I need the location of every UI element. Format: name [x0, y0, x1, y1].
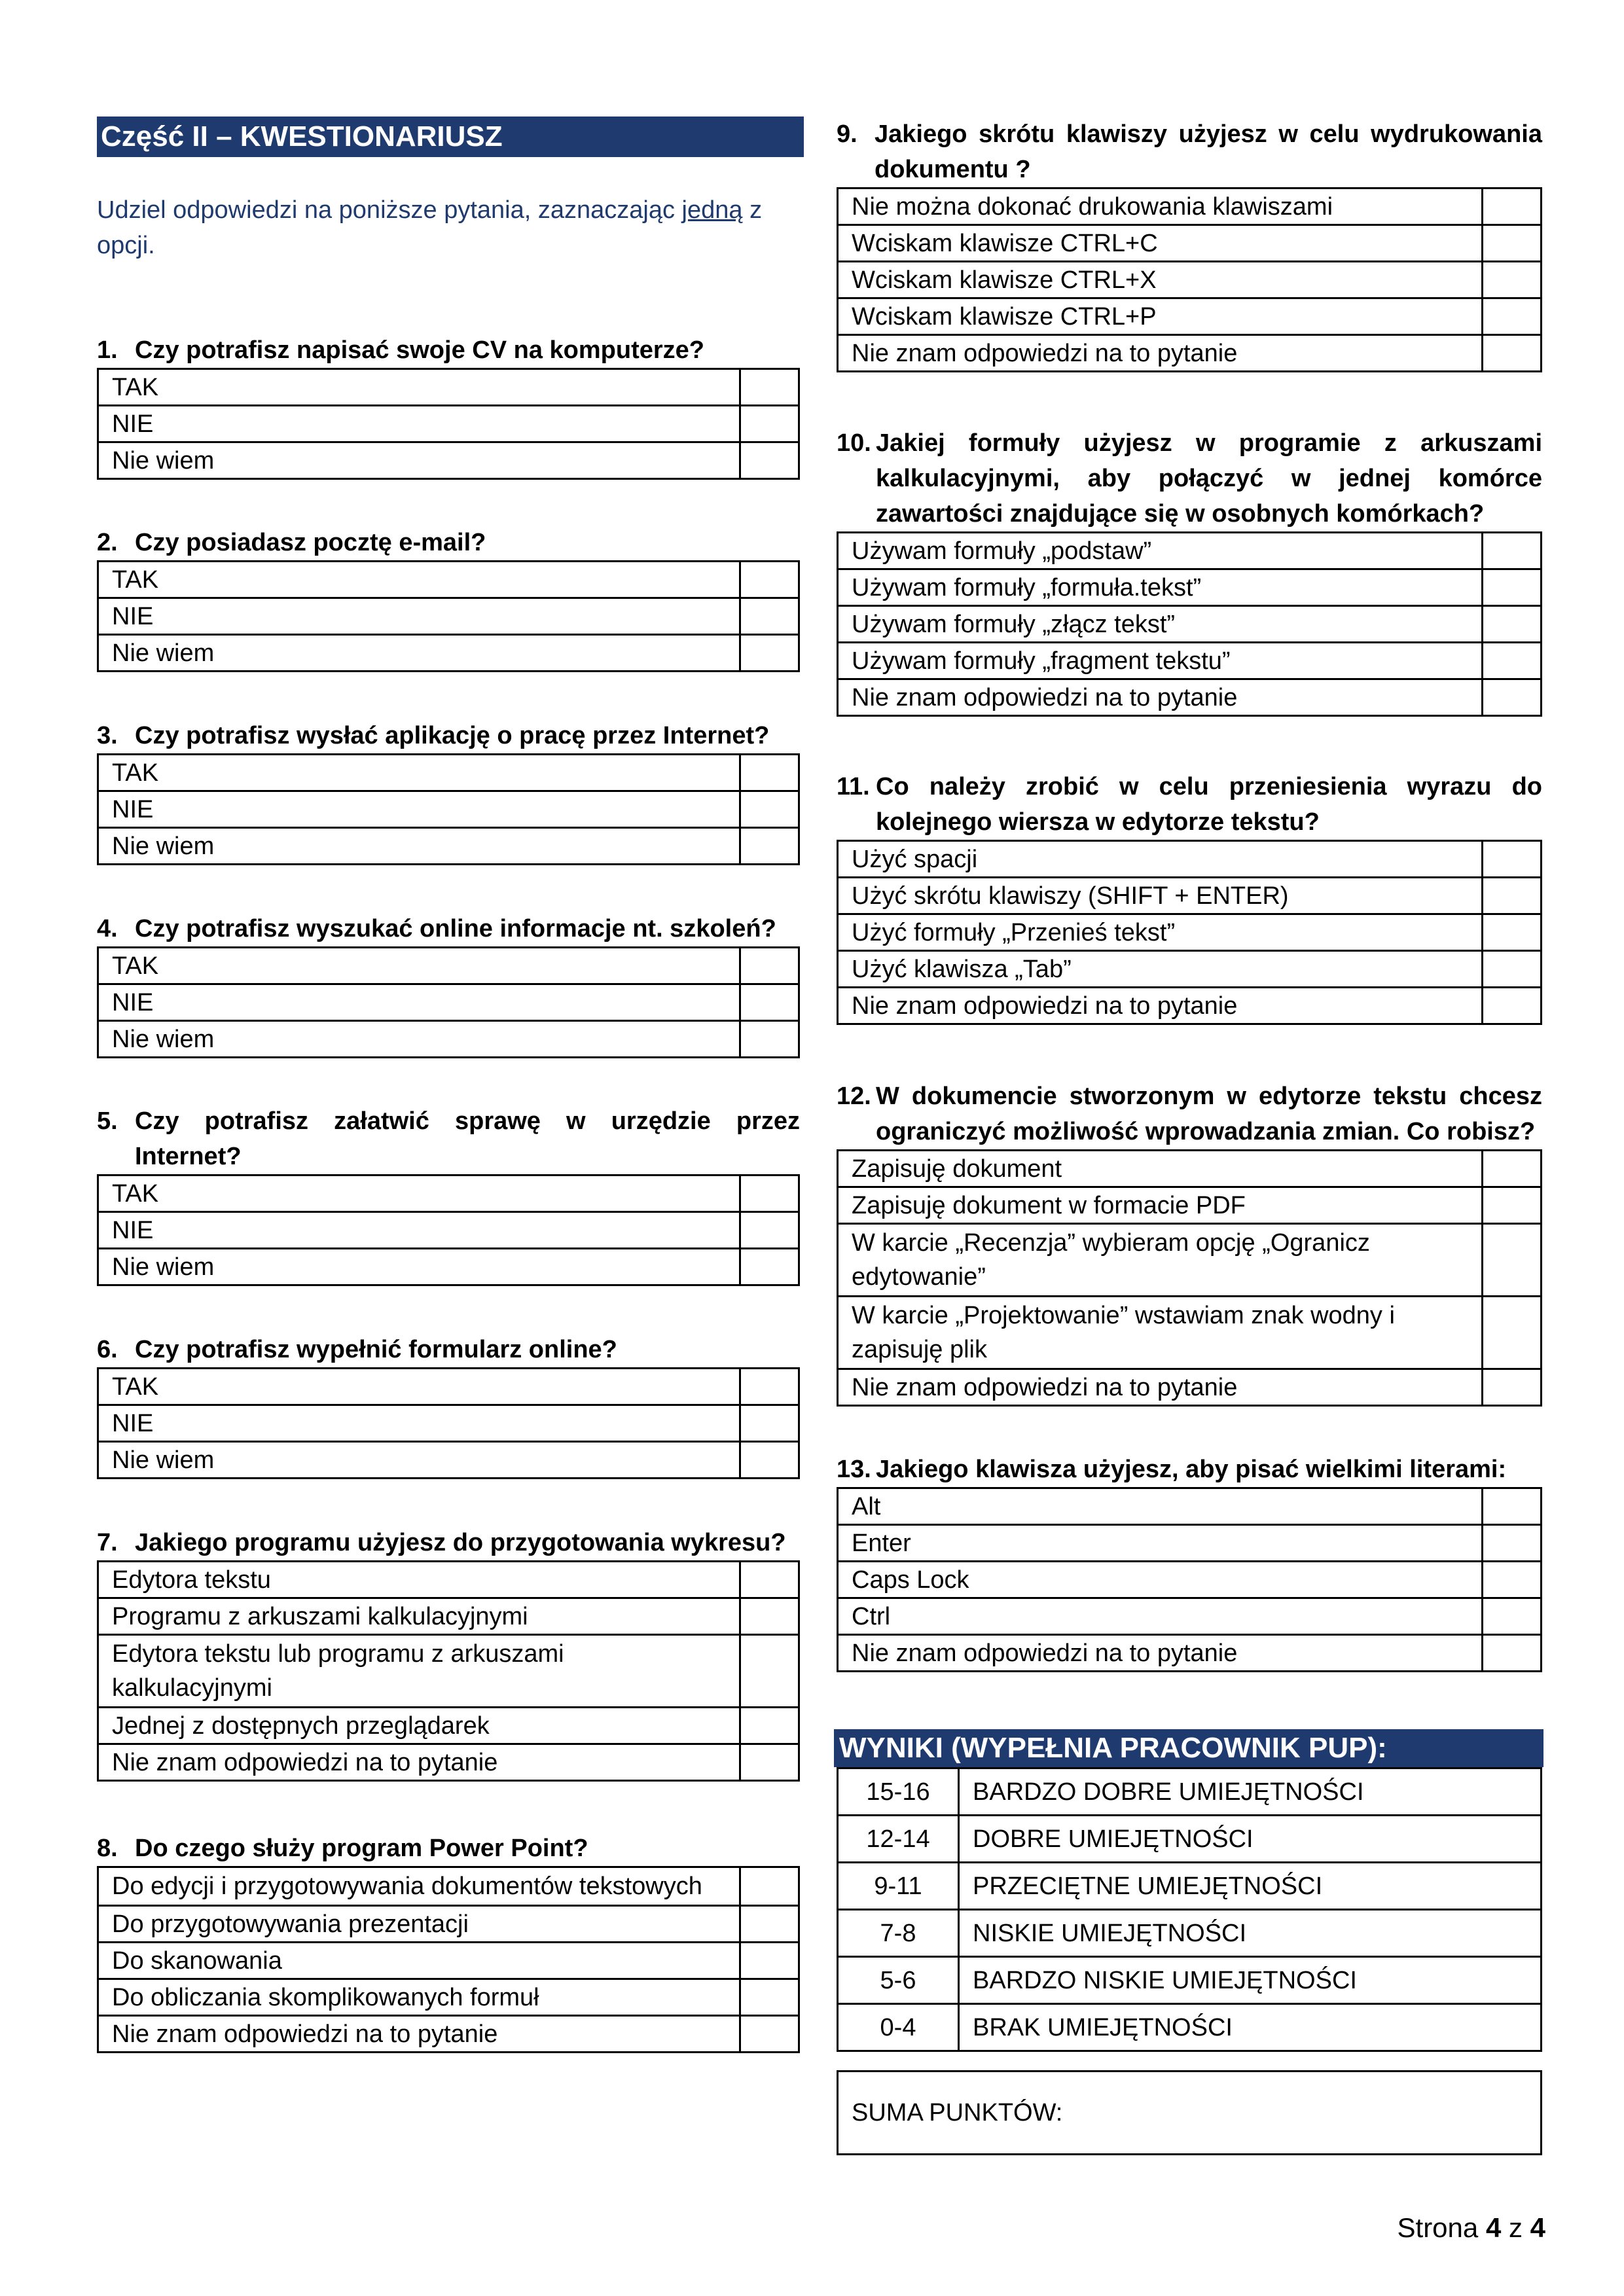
answer-option-row: [98, 1943, 799, 1979]
question-text: Czy potrafisz wypełnić formularz online?: [135, 1336, 617, 1363]
answer-option-label: Nie znam odpowiedzi na to pytanie: [838, 1635, 1483, 1672]
question-text: W dokumencie stworzonym w edytorze tekstu chcesz ograniczyć możliwość wprowadzania zmian. Co robisz?: [876, 1083, 1542, 1145]
question-text: Jakiego skrótu klawiszy użyjesz w celu wydrukowania dokumentu ?: [875, 120, 1542, 183]
question-number: 11.: [837, 773, 870, 800]
answer-checkbox[interactable]: [740, 562, 799, 598]
question-12: [837, 1079, 1542, 1407]
answer-option-row: [98, 635, 799, 672]
question-text: Jakiego klawisza użyjesz, aby pisać wielkimi literami:: [876, 1456, 1507, 1483]
question-11: [837, 769, 1542, 1025]
question-title: [837, 117, 1542, 187]
answer-options-table: [97, 1866, 800, 2053]
answer-option-row: [98, 598, 799, 635]
answer-option-row: [838, 841, 1542, 878]
page-current: 4: [1485, 2212, 1502, 2243]
answer-checkbox[interactable]: [740, 1906, 799, 1943]
results-row: [838, 2004, 1542, 2051]
answer-checkbox[interactable]: [740, 1405, 799, 1442]
answer-checkbox[interactable]: [740, 984, 799, 1021]
answer-option-label: Nie wiem: [98, 442, 740, 479]
skill-level: BRAK UMIEJĘTNOŚCI: [959, 2004, 1542, 2051]
question-text: Czy potrafisz wysłać aplikację o pracę przez Internet?: [135, 722, 770, 749]
results-row: [838, 1768, 1542, 1816]
answer-checkbox[interactable]: [1483, 1224, 1542, 1297]
answer-option-row: [838, 1151, 1542, 1187]
answer-option-row: [838, 643, 1542, 679]
answer-option-label: Do skanowania: [98, 1943, 740, 1979]
answer-option-row: [838, 298, 1542, 335]
answer-option-row: [838, 1187, 1542, 1224]
answer-option-label: Edytora tekstu lub programu z arkuszami kalkulacyjnymi: [98, 1635, 740, 1708]
answer-option-row: [98, 1442, 799, 1479]
answer-checkbox[interactable]: [740, 1442, 799, 1479]
answer-checkbox[interactable]: [740, 1369, 799, 1405]
question-text: Co należy zrobić w celu przeniesienia wyrazu do kolejnego wiersza w edytorze tekstu?: [876, 773, 1542, 836]
answer-option-label: Ctrl: [838, 1598, 1483, 1635]
answer-option-row: [838, 569, 1542, 606]
answer-option-label: Do przygotowywania prezentacji: [98, 1906, 740, 1943]
skill-level: DOBRE UMIEJĘTNOŚCI: [959, 1816, 1542, 1863]
answer-option-label: Używam formuły „podstaw”: [838, 533, 1483, 569]
answer-option-row: [838, 679, 1542, 716]
answer-option-label: Nie znam odpowiedzi na to pytanie: [98, 1744, 740, 1781]
answer-checkbox[interactable]: [740, 1249, 799, 1285]
results-table: [837, 1767, 1542, 2052]
question-13: [837, 1452, 1542, 1672]
question-title: [97, 525, 800, 560]
answer-checkbox[interactable]: [1483, 225, 1542, 262]
skill-level: BARDZO NISKIE UMIEJĘTNOŚCI: [959, 1957, 1542, 2004]
question-number: 8.: [97, 1835, 118, 1862]
answer-option-label: TAK: [98, 1175, 740, 1212]
answer-checkbox[interactable]: [740, 1867, 799, 1906]
answer-option-row: [838, 914, 1542, 951]
skill-level: NISKIE UMIEJĘTNOŚCI: [959, 1910, 1542, 1957]
answer-option-label: Do edycji i przygotowywania dokumentów tekstowych: [98, 1867, 740, 1906]
answer-option-label: NIE: [98, 406, 740, 442]
answer-option-label: Nie wiem: [98, 1249, 740, 1285]
answer-option-row: [838, 533, 1542, 569]
answer-checkbox[interactable]: [740, 1212, 799, 1249]
answer-option-label: Używam formuły „złącz tekst”: [838, 606, 1483, 643]
answer-checkbox[interactable]: [1483, 533, 1542, 569]
answer-option-label: Alt: [838, 1488, 1483, 1525]
answer-option-label: Wciskam klawisze CTRL+C: [838, 225, 1483, 262]
answer-option-label: TAK: [98, 948, 740, 984]
question-title: [97, 1831, 800, 1866]
answer-checkbox[interactable]: [1483, 914, 1542, 951]
question-number: 7.: [97, 1529, 118, 1556]
question-1: [97, 332, 800, 480]
instructions-text: Udziel odpowiedzi na poniższe pytania, zaznaczając: [97, 196, 682, 224]
answer-checkbox[interactable]: [740, 1021, 799, 1058]
answer-option-label: Caps Lock: [838, 1562, 1483, 1598]
section-title: Część II – KWESTIONARIUSZ: [97, 117, 804, 157]
answer-option-label: Nie wiem: [98, 1442, 740, 1479]
answer-options-table: [837, 531, 1542, 717]
answer-option-label: Nie wiem: [98, 1021, 740, 1058]
answer-option-row: [98, 1021, 799, 1058]
answer-option-label: Nie wiem: [98, 635, 740, 672]
answer-option-row: [98, 755, 799, 791]
answer-option-row: [98, 1598, 799, 1635]
answer-option-row: [98, 1906, 799, 1943]
answer-option-row: [98, 791, 799, 828]
answer-option-label: W karcie „Projektowanie” wstawiam znak wodny i zapisuję plik: [838, 1297, 1483, 1369]
answer-option-row: [98, 1369, 799, 1405]
answer-option-label: Używam formuły „fragment tekstu”: [838, 643, 1483, 679]
answer-checkbox[interactable]: [740, 755, 799, 791]
answer-option-row: [98, 1405, 799, 1442]
answer-checkbox[interactable]: [1483, 988, 1542, 1024]
answer-checkbox[interactable]: [1483, 1151, 1542, 1187]
answer-option-label: Jednej z dostępnych przeglądarek: [98, 1708, 740, 1744]
answer-options-table: [97, 1367, 800, 1479]
answer-option-label: Programu z arkuszami kalkulacyjnymi: [98, 1598, 740, 1635]
question-title: [97, 911, 800, 946]
question-number: 9.: [837, 120, 857, 148]
score-range: 0-4: [838, 2004, 959, 2051]
answer-option-label: Nie można dokonać drukowania klawiszami: [838, 188, 1483, 225]
answer-option-label: NIE: [98, 791, 740, 828]
answer-option-label: Użyć formuły „Przenieś tekst”: [838, 914, 1483, 951]
answer-option-label: Edytora tekstu: [98, 1562, 740, 1598]
answer-option-label: Użyć spacji: [838, 841, 1483, 878]
instructions-emphasis: jedną: [681, 196, 743, 224]
question-number: 5.: [97, 1107, 118, 1135]
question-title: [837, 1079, 1542, 1149]
points-sum-field[interactable]: [837, 2070, 1542, 2155]
answer-checkbox[interactable]: [740, 406, 799, 442]
question-title: [97, 1525, 800, 1560]
answer-option-label: Użyć skrótu klawiszy (SHIFT + ENTER): [838, 878, 1483, 914]
question-7: [97, 1525, 800, 1782]
answer-options-table: [837, 187, 1542, 372]
question-number: 1.: [97, 336, 118, 364]
answer-option-row: [98, 828, 799, 865]
question-text: Czy posiadasz pocztę e-mail?: [135, 529, 486, 556]
answer-option-row: [838, 988, 1542, 1024]
answer-option-label: TAK: [98, 562, 740, 598]
question-number: 10.: [837, 429, 871, 457]
instructions-text-end: z opcji.: [97, 196, 763, 259]
answer-checkbox[interactable]: [1483, 1187, 1542, 1224]
question-title: [97, 1332, 800, 1367]
page-prefix: Strona: [1397, 2212, 1486, 2243]
answer-checkbox[interactable]: [740, 598, 799, 635]
answer-option-row: [98, 369, 799, 406]
score-range: 5-6: [838, 1957, 959, 2004]
results-title: WYNIKI (WYPEŁNIA PRACOWNIK PUP):: [834, 1729, 1543, 1767]
answer-option-row: [838, 1369, 1542, 1406]
answer-option-label: NIE: [98, 598, 740, 635]
answer-checkbox[interactable]: [740, 948, 799, 984]
page-separator: z: [1501, 2212, 1530, 2243]
answer-options-table: [837, 1149, 1542, 1407]
answer-option-row: [838, 1635, 1542, 1672]
answer-option-label: NIE: [98, 1212, 740, 1249]
answer-option-label: Zapisuję dokument w formacie PDF: [838, 1187, 1483, 1224]
question-number: 3.: [97, 722, 118, 749]
answer-checkbox[interactable]: [1483, 262, 1542, 298]
answer-option-row: [98, 1979, 799, 2016]
answer-checkbox[interactable]: [1483, 1562, 1542, 1598]
answer-option-row: [98, 1744, 799, 1781]
answer-option-row: [838, 188, 1542, 225]
results-row: [838, 1863, 1542, 1910]
answer-checkbox[interactable]: [740, 1943, 799, 1979]
answer-option-row: [838, 951, 1542, 988]
answer-option-label: Wciskam klawisze CTRL+P: [838, 298, 1483, 335]
answer-options-table: [837, 1487, 1542, 1672]
answer-checkbox[interactable]: [740, 1635, 799, 1708]
points-sum-label: SUMA PUNKTÓW:: [852, 2099, 1063, 2126]
answer-option-row: [98, 442, 799, 479]
answer-checkbox[interactable]: [1483, 841, 1542, 878]
answer-options-table: [97, 1560, 800, 1782]
answer-checkbox[interactable]: [1483, 951, 1542, 988]
answer-options-table: [97, 368, 800, 480]
answer-option-label: Używam formuły „formuła.tekst”: [838, 569, 1483, 606]
question-4: [97, 911, 800, 1058]
answer-checkbox[interactable]: [1483, 606, 1542, 643]
answer-checkbox[interactable]: [740, 2016, 799, 2053]
answer-option-label: Nie znam odpowiedzi na to pytanie: [98, 2016, 740, 2053]
answer-checkbox[interactable]: [1483, 1488, 1542, 1525]
answer-option-label: Wciskam klawisze CTRL+X: [838, 262, 1483, 298]
answer-checkbox[interactable]: [740, 635, 799, 672]
page-total: 4: [1530, 2212, 1545, 2243]
question-title: [97, 332, 800, 368]
answer-checkbox[interactable]: [740, 442, 799, 479]
question-number: 2.: [97, 529, 118, 556]
score-range: 15-16: [838, 1768, 959, 1816]
question-8: [97, 1831, 800, 2053]
skill-level: PRZECIĘTNE UMIEJĘTNOŚCI: [959, 1863, 1542, 1910]
answer-option-row: [838, 335, 1542, 372]
answer-options-table: [97, 1174, 800, 1286]
answer-option-row: [98, 1867, 799, 1906]
answer-options-table: [97, 946, 800, 1058]
answer-checkbox[interactable]: [1483, 679, 1542, 716]
answer-option-row: [838, 1488, 1542, 1525]
answer-options-table: [837, 840, 1542, 1025]
answer-option-row: [838, 262, 1542, 298]
answer-checkbox[interactable]: [1483, 1598, 1542, 1635]
answer-option-label: Enter: [838, 1525, 1483, 1562]
answer-option-label: TAK: [98, 369, 740, 406]
question-text: Czy potrafisz załatwić sprawę w urzędzie przez Internet?: [135, 1107, 800, 1170]
results-row: [838, 1816, 1542, 1863]
answer-option-row: [838, 606, 1542, 643]
answer-option-row: [838, 1297, 1542, 1369]
answer-checkbox[interactable]: [1483, 1297, 1542, 1369]
answer-checkbox[interactable]: [740, 828, 799, 865]
instructions: [97, 192, 804, 263]
answer-checkbox[interactable]: [740, 1562, 799, 1598]
answer-option-row: [838, 1562, 1542, 1598]
answer-option-label: Użyć klawisza „Tab”: [838, 951, 1483, 988]
question-number: 4.: [97, 915, 118, 942]
answer-option-row: [98, 2016, 799, 2053]
answer-checkbox[interactable]: [1483, 298, 1542, 335]
results-row: [838, 1957, 1542, 2004]
answer-checkbox[interactable]: [1483, 569, 1542, 606]
answer-option-label: Nie znam odpowiedzi na to pytanie: [838, 679, 1483, 716]
answer-option-row: [98, 406, 799, 442]
score-range: 12-14: [838, 1816, 959, 1863]
answer-checkbox[interactable]: [740, 369, 799, 406]
answer-option-row: [838, 225, 1542, 262]
answer-option-row: [98, 1249, 799, 1285]
question-text: Czy potrafisz napisać swoje CV na komputerze?: [135, 336, 704, 364]
question-2: [97, 525, 800, 672]
answer-option-row: [98, 1212, 799, 1249]
answer-option-label: Nie znam odpowiedzi na to pytanie: [838, 335, 1483, 372]
answer-option-label: TAK: [98, 1369, 740, 1405]
answer-checkbox[interactable]: [740, 791, 799, 828]
question-number: 6.: [97, 1336, 118, 1363]
question-number: 13.: [837, 1456, 871, 1483]
skill-level: BARDZO DOBRE UMIEJĘTNOŚCI: [959, 1768, 1542, 1816]
question-6: [97, 1332, 800, 1479]
answer-option-label: Zapisuję dokument: [838, 1151, 1483, 1187]
answer-option-label: Nie wiem: [98, 828, 740, 865]
results-row: [838, 1910, 1542, 1957]
answer-option-label: W karcie „Recenzja” wybieram opcję „Ogranicz edytowanie”: [838, 1224, 1483, 1297]
question-10: [837, 425, 1542, 717]
answer-checkbox[interactable]: [740, 1979, 799, 2016]
answer-options-table: [97, 560, 800, 672]
answer-option-row: [98, 1708, 799, 1744]
answer-option-label: NIE: [98, 1405, 740, 1442]
answer-checkbox[interactable]: [1483, 1525, 1542, 1562]
answer-option-row: [98, 984, 799, 1021]
question-title: [97, 1103, 800, 1174]
page-number: [1398, 2212, 1545, 2244]
question-3: [97, 718, 800, 865]
answer-checkbox[interactable]: [1483, 1635, 1542, 1672]
answer-option-row: [838, 1224, 1542, 1297]
answer-options-table: [97, 753, 800, 865]
answer-checkbox[interactable]: [740, 1744, 799, 1781]
answer-checkbox[interactable]: [1483, 878, 1542, 914]
answer-option-row: [838, 1525, 1542, 1562]
question-9: [837, 117, 1542, 372]
score-range: 9-11: [838, 1863, 959, 1910]
question-number: 12.: [837, 1083, 871, 1110]
question-title: [837, 425, 1542, 531]
answer-option-label: Nie znam odpowiedzi na to pytanie: [838, 1369, 1483, 1406]
answer-checkbox[interactable]: [1483, 643, 1542, 679]
answer-checkbox[interactable]: [1483, 335, 1542, 372]
question-text: Do czego służy program Power Point?: [135, 1835, 588, 1862]
answer-option-row: [98, 948, 799, 984]
answer-option-row: [98, 1175, 799, 1212]
answer-option-label: Nie znam odpowiedzi na to pytanie: [838, 988, 1483, 1024]
answer-option-row: [98, 1562, 799, 1598]
question-text: Jakiego programu użyjesz do przygotowania wykresu?: [135, 1529, 786, 1556]
answer-checkbox[interactable]: [740, 1175, 799, 1212]
question-5: [97, 1103, 800, 1286]
answer-checkbox[interactable]: [740, 1708, 799, 1744]
question-title: [837, 1452, 1542, 1487]
question-title: [837, 769, 1542, 840]
answer-option-row: [98, 562, 799, 598]
answer-checkbox[interactable]: [1483, 188, 1542, 225]
answer-option-row: [838, 878, 1542, 914]
answer-checkbox[interactable]: [740, 1598, 799, 1635]
score-range: 7-8: [838, 1910, 959, 1957]
answer-option-label: TAK: [98, 755, 740, 791]
question-text: Czy potrafisz wyszukać online informacje nt. szkoleń?: [135, 915, 776, 942]
answer-option-label: Do obliczania skomplikowanych formuł: [98, 1979, 740, 2016]
question-text: Jakiej formuły użyjesz w programie z arkuszami kalkulacyjnymi, aby połączyć w jednej komórce zawartości znajdujące się w osobnych komórkach?: [876, 429, 1542, 528]
question-title: [97, 718, 800, 753]
answer-option-label: NIE: [98, 984, 740, 1021]
answer-checkbox[interactable]: [1483, 1369, 1542, 1406]
answer-option-row: [98, 1635, 799, 1708]
answer-option-row: [838, 1598, 1542, 1635]
